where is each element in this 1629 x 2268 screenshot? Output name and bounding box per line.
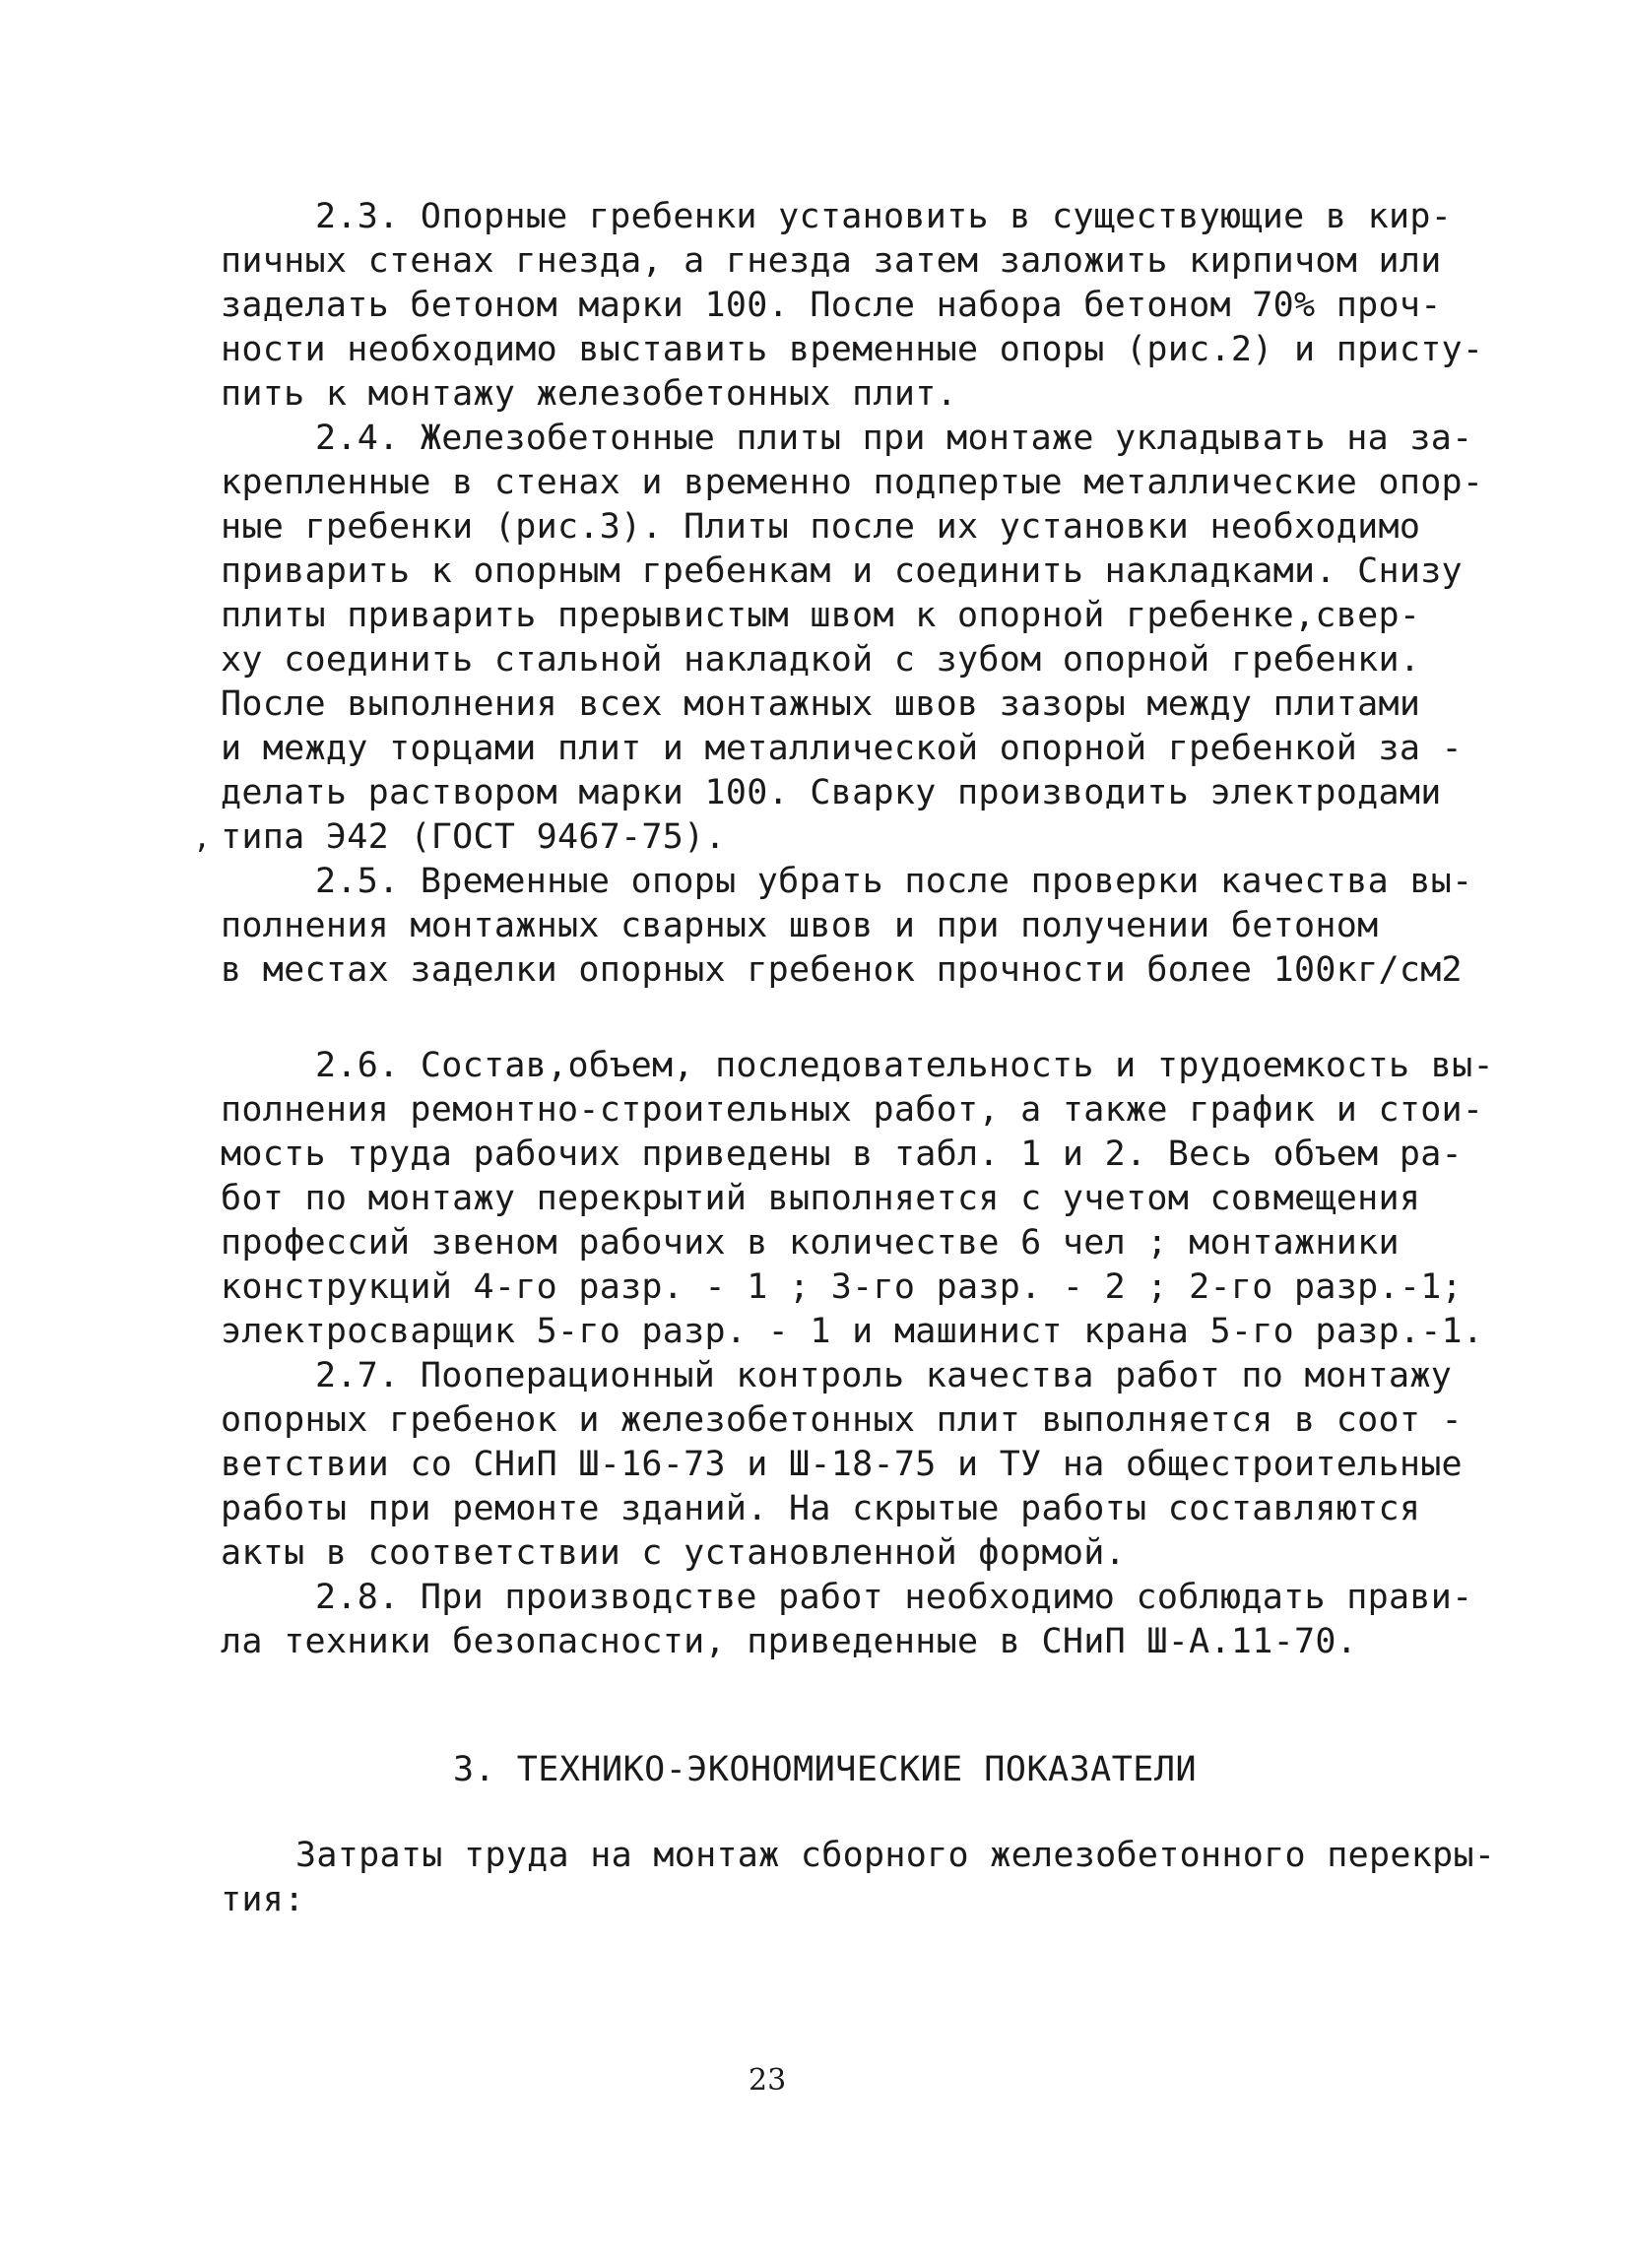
text-line: крепленные в стенах и временно подпертые металлические опор- [221, 463, 1484, 502]
text-line: профессий звеном рабочих в количестве 6 чел ; монтажники [221, 1223, 1400, 1263]
stray-mark: , [193, 821, 212, 856]
section-heading: 3. ТЕХНИКО-ЭКОНОМИЧЕСКИЕ ПОКАЗАТЕЛИ [453, 1750, 1198, 1789]
text-line: пичных стенах гнезда, а гнезда затем заложить кирпичом или [221, 241, 1442, 281]
text-line: ху соединить стальной накладкой с зубом опорной гребенки. [221, 640, 1421, 680]
text-line: делать раствором марки 100. Сварку производить электродами [221, 773, 1442, 812]
text-line: приварить к опорным гребенкам и соединить накладками. Снизу [221, 551, 1463, 591]
text-line: и между торцами плит и металлической опорной гребенкой за - [221, 729, 1463, 768]
text-line: плиты приварить прерывистым швом к опорной гребенке,свер- [221, 596, 1421, 635]
text-line: 2.8. При производстве работ необходимо соблюдать прави- [315, 1578, 1473, 1617]
text-line: 2.5. Временные опоры убрать после проверки качества вы- [315, 862, 1473, 901]
text-line: ветствии со СНиП Ш-16-73 и Ш-18-75 и ТУ на общестроительные [221, 1445, 1463, 1484]
text-line: 2.7. Пооперационный контроль качества работ по монтажу [315, 1356, 1453, 1395]
text-line: мость труда рабочих приведены в табл. 1 и 2. Весь объем ра- [221, 1134, 1463, 1174]
text-line: работы при ремонте зданий. На скрытые работы составляются [221, 1489, 1421, 1528]
text-line: 2.6. Состав,объем, последовательность и трудоемкость вы- [315, 1046, 1494, 1085]
page-number: 23 [749, 2063, 787, 2098]
text-line: типа Э42 (ГОСТ 9467-75). [221, 817, 726, 857]
text-line: пить к монтажу железобетонных плит. [221, 374, 958, 414]
text-line: 2.4. Железобетонные плиты при монтаже укладывать на за- [315, 419, 1473, 458]
text-line: конструкций 4-го разр. - 1 ; 3-го разр. - 2 ; 2-го разр.-1; [221, 1267, 1463, 1307]
text-line: ности необходимо выставить временные опоры (рис.2) и присту- [221, 330, 1484, 369]
text-line: 2.3. Опорные гребенки установить в существующие в кир- [315, 197, 1453, 236]
text-line: бот по монтажу перекрытий выполняется с учетом совмещения [221, 1179, 1421, 1218]
text-line: заделать бетоном марки 100. После набора бетоном 70% проч- [221, 286, 1442, 325]
text-line: акты в соответствии с установленной формой. [221, 1533, 1126, 1573]
text-line: Затраты труда на монтаж сборного железобетонного перекры- [295, 1836, 1496, 1875]
text-line: полнения ремонтно-строительных работ, а также график и стои- [221, 1090, 1484, 1130]
text-line: в местах заделки опорных гребенок прочности более 100кг/см2 [221, 950, 1463, 990]
text-line: ные гребенки (рис.3). Плиты после их установки необходимо [221, 507, 1421, 547]
text-line: ла техники безопасности, приведенные в СНиП Ш-А.11-70. [221, 1622, 1358, 1661]
text-line: После выполнения всех монтажных швов зазоры между плитами [221, 684, 1421, 724]
text-line: полнения монтажных сварных швов и при получении бетоном [221, 906, 1379, 945]
text-line: электросварщик 5-го разр. - 1 и машинист крана 5-го разр.-1. [221, 1312, 1484, 1351]
text-line: опорных гребенок и железобетонных плит выполняется в соот - [221, 1400, 1463, 1440]
text-line: тия: [221, 1880, 305, 1919]
